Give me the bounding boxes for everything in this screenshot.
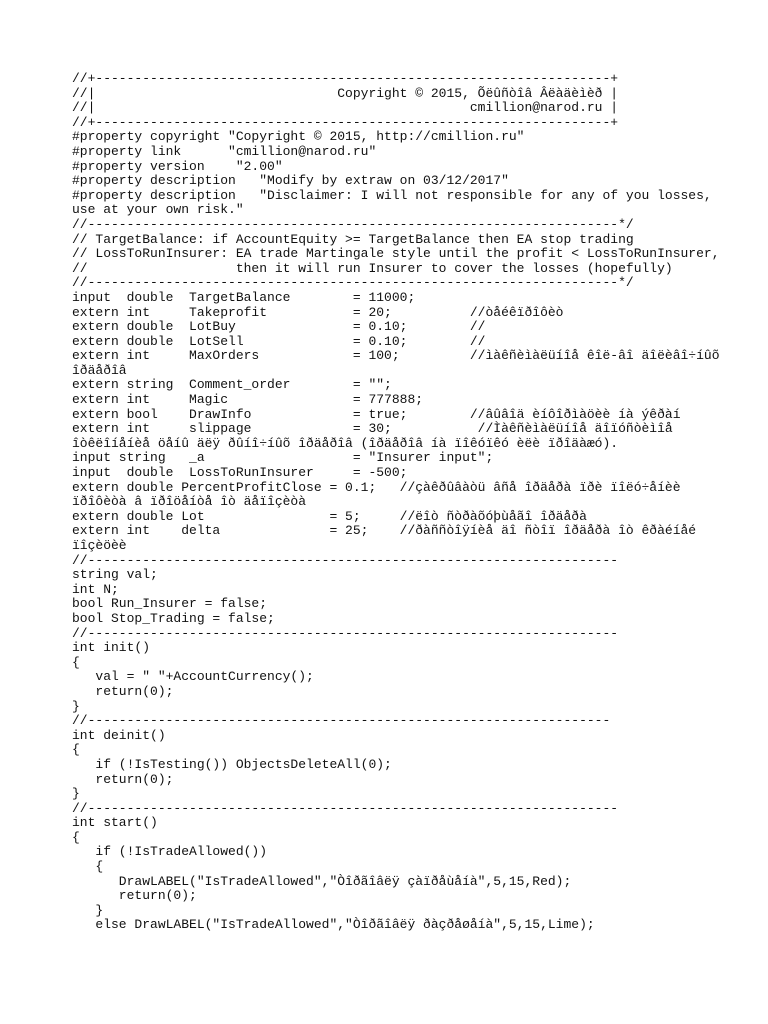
code-line: input string _a = "Insurer input"; <box>72 450 494 466</box>
code-line: #property description "Disclaimer: I will not responsible for any of you losses, <box>72 187 712 203</box>
code-line: return(0); <box>72 888 197 904</box>
code-line: DrawLABEL("IsTradeAllowed","Òîðãîâëÿ çàïðåùåíà",5,15,Red); <box>72 873 572 889</box>
code-line: //| cmillion@narod.ru | <box>72 100 619 116</box>
code-line: îòêëîíåíèå öåíû äëÿ ðûíî÷íûõ îðäåðîâ (îðäåðîâ íà ïîêóïêó èëè ïðîäàæó). <box>72 435 619 451</box>
code-line: int N; <box>72 581 119 597</box>
code-line: use at your own risk." <box>72 202 244 218</box>
code-line: return(0); <box>72 683 174 699</box>
code-line: bool Run_Insurer = false; <box>72 596 268 612</box>
code-line: } <box>72 786 80 802</box>
code-line: //-------------------------------------------------------------------- <box>72 800 619 816</box>
code-line: { <box>72 654 80 670</box>
code-line: extern int Takeprofit = 20; //òåéêïðîôèò <box>72 304 564 320</box>
code-line: îðäåðîâ <box>72 362 127 378</box>
code-line: int init() <box>72 640 151 656</box>
code-line: extern int Magic = 777888; <box>72 392 424 408</box>
code-line: //| Copyright © 2015, Õëûñòîâ Âëàäèìèð | <box>72 85 619 101</box>
code-line: bool Stop_Trading = false; <box>72 610 275 626</box>
code-line: //+------------------------------------------------------------------+ <box>72 114 619 130</box>
code-line: if (!IsTesting()) ObjectsDeleteAll(0); <box>72 756 392 772</box>
code-line: extern int delta = 25; //ðàññòîÿíèå äî ñòîï îðäåðà îò êðàéíåé <box>72 523 697 539</box>
code-line: extern double PercentProfitClose = 0.1; //çàêðûâàòü âñå îðäåðà ïðè ïîëó÷åíèè <box>72 479 681 495</box>
code-line: #property description "Modify by extraw on 03/12/2017" <box>72 173 509 189</box>
code-line: input double TargetBalance = 11000; <box>72 289 416 305</box>
code-line: else DrawLABEL("IsTradeAllowed","Òîðãîâëÿ ðàçðåøåíà",5,15,Lime); <box>72 917 595 933</box>
code-line: extern string Comment_order = ""; <box>72 377 392 393</box>
code-line: } <box>72 902 104 918</box>
code-line: //--------------------------------------------------------------------*/ <box>72 275 634 291</box>
code-line: //-------------------------------------------------------------------- <box>72 625 619 641</box>
code-line: #property link "cmillion@narod.ru" <box>72 143 377 159</box>
code-line: int start() <box>72 815 158 831</box>
code-line: //------------------------------------------------------------------- <box>72 713 611 729</box>
code-line: { <box>72 829 80 845</box>
code-line: #property version "2.00" <box>72 158 283 174</box>
code-line: //-------------------------------------------------------------------- <box>72 552 619 568</box>
code-line: return(0); <box>72 771 174 787</box>
code-line: input double LossToRunInsurer = -500; <box>72 465 408 481</box>
code-line: #property copyright "Copyright © 2015, http://cmillion.ru" <box>72 129 525 145</box>
code-line: ïðîôèòà â ïðîöåíòå îò äåïîçèòà <box>72 494 307 510</box>
code-line: // then it will run Insurer to cover the losses (hopefully) <box>72 260 673 276</box>
code-line: extern double LotBuy = 0.10; // <box>72 319 486 335</box>
code-line: } <box>72 698 80 714</box>
code-line: // TargetBalance: if AccountEquity >= TargetBalance then EA stop trading <box>72 231 634 247</box>
code-line: val = " "+AccountCurrency(); <box>72 669 314 685</box>
code-line: { <box>72 859 104 875</box>
code-line: extern int MaxOrders = 100; //ìàêñèìàëüíîå êîë-âî äîëèâî÷íûõ <box>72 348 720 364</box>
code-line: //+------------------------------------------------------------------+ <box>72 71 619 86</box>
code-line: if (!IsTradeAllowed()) <box>72 844 268 860</box>
code-line: extern double LotSell = 0.10; // <box>72 333 486 349</box>
code-line: extern double Lot = 5; //ëîò ñòðàõóþùåãî îðäåðà <box>72 508 587 524</box>
code-line: { <box>72 742 80 758</box>
code-line: extern int slippage = 30; //Ìàêñèìàëüíîå äîïóñòèìîå <box>72 421 673 437</box>
code-line: string val; <box>72 567 158 583</box>
source-code-listing <box>72 72 722 933</box>
code-line: //--------------------------------------------------------------------*/ <box>72 216 634 232</box>
code-line: extern bool DrawInfo = true; //âûâîä èíôîðìàöèè íà ýêðàí <box>72 406 681 422</box>
code-line: ïîçèöèè <box>72 538 127 553</box>
code-line: // LossToRunInsurer: EA trade Martingale style until the profit < LossToRunInsurer, <box>72 246 720 262</box>
code-line: int deinit() <box>72 727 166 743</box>
